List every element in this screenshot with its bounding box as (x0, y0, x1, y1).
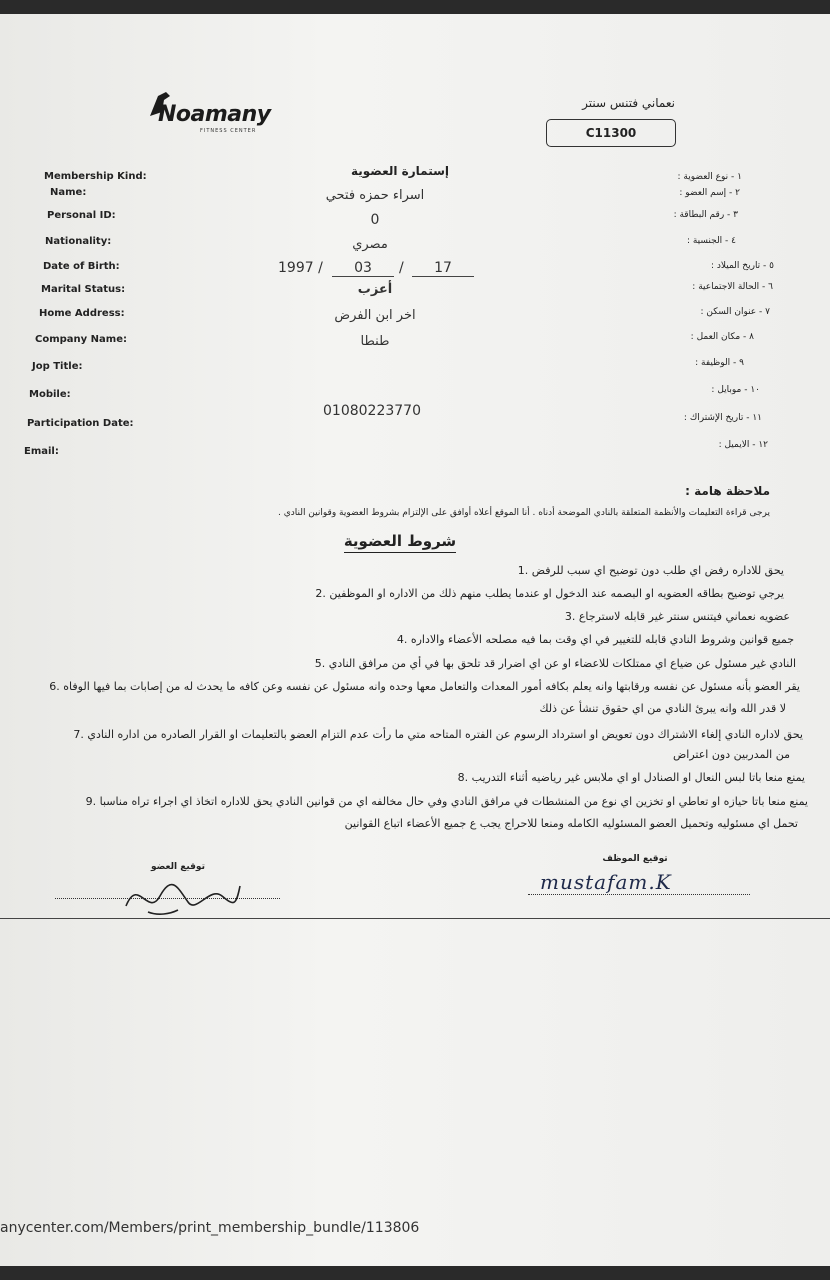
term-item: تحمل اي مسئوليه وتحميل العضو المسئوليه الكامله ومنعا للاحراج يجب ع جميع الأعضاء اتباع القوانين (344, 817, 798, 830)
label-ar-marital-status: ٦ - الحالة الاجتماعية : (692, 282, 773, 292)
value-personal-id: 0 (370, 212, 380, 228)
dob-year: 1997 / (278, 260, 323, 276)
employee-signature-label: توقيع الموظف (602, 854, 668, 864)
employee-signature-line (528, 894, 750, 895)
logo-subtitle: FITNESS CENTER (200, 128, 257, 134)
term-item: يمنع منعا باتا حيازه او تعاطي او تخزين اي نوع من المنشطات في مرافق النادي وفي حال مخالفه اي من قوانين النادي يحق للاداره اتخاذ اي اجراء تراه مناسبا .9 (85, 795, 808, 808)
label-nationality: Nationality: (45, 236, 112, 247)
important-note-body: يرجى قراءة التعليمات والأنظمة المتعلقة بالنادي الموضحة أدناه . أنا الموقع أعلاه أوافق على الإلتزام بشروط العضوية وقوانين النادي . (277, 508, 770, 518)
value-name: اسراء حمزه فتحي (325, 188, 425, 203)
value-company-name: طنطا (360, 334, 390, 349)
label-ar-date-of-birth: ٥ - تاريخ الميلاد : (710, 261, 774, 271)
value-nationality: مصري (352, 237, 388, 252)
member-signature-icon (118, 866, 248, 922)
membership-code: C11300 (546, 119, 676, 147)
label-name: Name: (50, 187, 87, 198)
term-item: يمنع منعا باتا لبس النعال او الصنادل او اي ملابس غير رياضيه أثناء التدريب .8 (457, 771, 805, 784)
label-email: Email: (24, 446, 59, 457)
term-item: من المدربين دون اعتراض (672, 748, 790, 761)
label-home-address: Home Address: (39, 308, 125, 319)
label-ar-membership-kind: ١ - نوع العضوية : (677, 172, 742, 182)
term-item: يحق لاداره النادي إلغاء الاشتراك دون تعويض او استرداد الرسوم عن الفتره المتاحه متي ما رأت عدم التزام العضو بالتعليمات او القرار الصادره من اداره النادي .7 (73, 728, 803, 741)
term-item: لا قدر الله وانه يبرئ النادي من اي حقوق تنشأ عن ذلك (539, 702, 786, 715)
term-item: جميع قوانين وشروط النادي قابله للتغيير في اي وقت بما فيه مصلحه الأعضاء والاداره .4 (396, 633, 794, 646)
label-ar-mobile: ١٠ - موبايل : (711, 385, 760, 395)
label-personal-id: Personal ID: (47, 210, 116, 221)
label-date-of-birth: Date of Birth: (43, 261, 120, 272)
member-signature-label: توقيع العضو (151, 862, 205, 872)
label-ar-email: ١٢ - الايميل : (718, 440, 768, 450)
dob-month: 03 (332, 260, 394, 277)
label-participation-date: Participation Date: (27, 418, 134, 429)
important-note-title: ملاحظة هامة : (685, 484, 770, 498)
label-membership-kind: Membership Kind: (44, 171, 147, 182)
label-mobile: Mobile: (29, 389, 71, 400)
page-separator (0, 918, 830, 919)
label-ar-name: ٢ - إسم العضو : (679, 188, 740, 198)
label-ar-job-title: ٩ - الوظيفة : (695, 358, 744, 368)
value-home-address: اخر ابن الفرض (334, 308, 416, 323)
membership-form-page: Noamany FITNESS CENTER نعماني فتنس سنتر C11300 إستمارة العضوية Membership Kind: ١ - نوع العضوية : Name: اسراء حمزه فتحي ٢ - إسم العضو : Personal ID: 0 ٣ - رقم البطاقة : Nationality: مصري ٤ - الجنسية : Date of Birth: 1997 / 03 / 17 ٥ - تاريخ الميلاد : Marital Status: أعزب ٦ - الحالة الاجتماعية : Home Address: اخر ابن الفرض ٧ - عنوان السكن : Company Name: طنطا ٨ - مكان العمل : Jop Title: ٩ - الوظيفة : Mobile: 01080223770 ١٠ - موبايل : Participation Date: ١١ - تاريخ الإشتراك : Email: ١٢ - الايميل : ملاحظة هامة : يرجى قراءة التعليمات والأنظمة المتعلقة بالنادي الموضحة أدناه . أنا الموقع أعلاه أوافق على الإلتزام بشروط العضوية وقوانين النادي . شروط العضوية يحق للاداره رفض اي طلب دون توضيح اي سبب للرفض .1 يرجي توضيح بطاقه العضويه او البصمه عند الدخول او عندما يطلب منهم ذلك من الاداره او الموظفين .2 عضويه نعماني فيتنس سنتر غير قابله لاسترجاع .3 جميع قوانين وشروط النادي قابله للتغيير في اي وقت بما فيه مصلحه الأعضاء والاداره .4 النادي غير مسئول عن ضياع اي ممتلكات للاعضاء او عن اي اضرار قد تلحق بها في أي من مرافق النادي .5 يقر العضو بأنه مسئول عن نفسه ورقابتها وانه يعلم بكافه أمور المعدات والتعامل معها وحده وانه مسئول عن نفسه وعن كافه ما يحدث له من إصابات بما فيها الوفاه .6 لا قدر الله وانه يبرئ النادي من اي حقوق تنشأ عن ذلك يحق لاداره النادي إلغاء الاشتراك دون تعويض او استرداد الرسوم عن الفتره المتاحه متي ما رأت عدم التزام العضو بالتعليمات او القرار الصادره من اداره النادي .7 من المدربين دون اعتراض يمنع منعا باتا لبس النعال او الصنادل او اي ملابس غير رياضيه أثناء التدريب .8 يمنع منعا باتا حيازه او تعاطي او تخزين اي نوع من المنشطات في مرافق النادي وفي حال مخالفه اي من قوانين النادي يحق للاداره اتخاذ اي اجراء تراه مناسبا .9 تحمل اي مسئوليه وتحميل العضو المسئوليه الكامله ومنعا للاحراج يجب ع جميع الأعضاء اتباع القوانين توقيع العضو توقيع الموظف mustafam.K anycenter.com/Members/print_membership_bundle/113806 (0, 14, 830, 1266)
logo-text: Noamany (158, 102, 271, 127)
label-ar-participation-date: ١١ - تاريخ الإشتراك : (683, 413, 762, 423)
label-ar-nationality: ٤ - الجنسية : (686, 236, 736, 246)
footer-url: anycenter.com/Members/print_membership_bundle/113806 (0, 1220, 420, 1236)
label-ar-personal-id: ٣ - رقم البطاقة : (673, 210, 738, 220)
label-company-name: Company Name: (35, 334, 127, 345)
brand-logo (140, 82, 290, 142)
value-mobile: 01080223770 (323, 403, 421, 419)
term-item: عضويه نعماني فيتنس سنتر غير قابله لاسترجاع .3 (564, 610, 790, 623)
label-job-title: Jop Title: (32, 361, 83, 372)
dob-day: 17 (412, 260, 474, 277)
term-item: يقر العضو بأنه مسئول عن نفسه ورقابتها وانه يعلم بكافه أمور المعدات والتعامل معها وحده وانه مسئول عن نفسه وعن كافه ما يحدث له من إصابات بما فيها الوفاه .6 (49, 680, 800, 693)
brand-name-arabic: نعماني فتنس سنتر (582, 96, 675, 110)
label-marital-status: Marital Status: (41, 284, 126, 295)
term-item: يرجي توضيح بطاقه العضويه او البصمه عند الدخول او عندما يطلب منهم ذلك من الاداره او الموظفين .2 (315, 587, 784, 600)
form-title: إستمارة العضوية (350, 164, 450, 178)
label-ar-company-name: ٨ - مكان العمل : (690, 332, 754, 342)
label-ar-home-address: ٧ - عنوان السكن : (700, 307, 770, 317)
term-item: النادي غير مسئول عن ضياع اي ممتلكات للاعضاء او عن اي اضرار قد تلحق بها في أي من مرافق النادي .5 (314, 657, 796, 670)
employee-signature: mustafam.K (540, 870, 672, 894)
value-marital-status: أعزب (357, 282, 393, 297)
terms-title: شروط العضوية (300, 532, 500, 550)
term-item: يحق للاداره رفض اي طلب دون توضيح اي سبب للرفض .1 (517, 564, 784, 577)
